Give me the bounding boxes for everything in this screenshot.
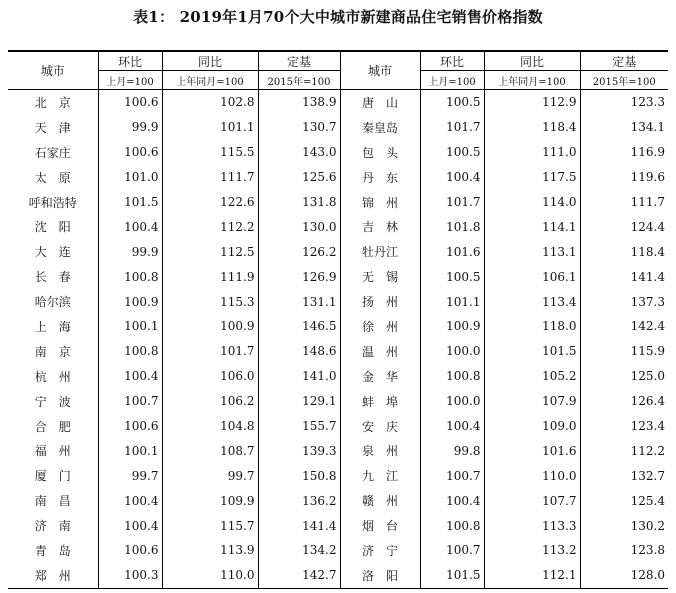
table-row bbox=[8, 414, 668, 439]
right-city-name: 蚌 埠 bbox=[340, 389, 420, 414]
table-row bbox=[8, 264, 668, 289]
left-city-name: 北 京 bbox=[34, 95, 71, 110]
left-base-value: 141.4 bbox=[258, 513, 340, 538]
left-city-name: 呼和浩特 bbox=[28, 195, 77, 210]
table-row bbox=[8, 90, 668, 115]
city-header-right: 城市 bbox=[340, 51, 420, 90]
right-mom-value: 100.0 bbox=[420, 339, 484, 364]
right-mom-value: 101.6 bbox=[420, 239, 484, 264]
right-base-value: 111.7 bbox=[580, 190, 668, 215]
right-mom-value: 101.7 bbox=[420, 190, 484, 215]
right-yoy-value: 117.5 bbox=[484, 165, 580, 190]
right-mom-value: 101.7 bbox=[420, 115, 484, 140]
table-row bbox=[8, 438, 668, 463]
left-base-value: 131.1 bbox=[258, 289, 340, 314]
right-city-name: 济 宁 bbox=[340, 538, 420, 563]
table-row bbox=[8, 339, 668, 364]
left-yoy-value: 110.0 bbox=[162, 563, 258, 588]
right-base-value: 125.4 bbox=[580, 488, 668, 513]
right-yoy-value: 101.6 bbox=[484, 438, 580, 463]
left-yoy-value: 111.9 bbox=[162, 264, 258, 289]
left-city-name: 沈 阳 bbox=[34, 220, 71, 235]
left-mom-value: 100.6 bbox=[98, 414, 162, 439]
right-yoy-value: 101.5 bbox=[484, 339, 580, 364]
right-base-value: 132.7 bbox=[580, 463, 668, 488]
table-row bbox=[8, 239, 668, 264]
left-mom-value: 100.6 bbox=[98, 140, 162, 165]
left-city-name: 南 京 bbox=[34, 344, 71, 359]
left-mom-value: 100.7 bbox=[98, 389, 162, 414]
right-base-value: 118.4 bbox=[580, 239, 668, 264]
mom-subheader-left: 上月=100 bbox=[98, 71, 162, 90]
right-city-name: 牡丹江 bbox=[340, 239, 420, 264]
right-mom-value: 100.9 bbox=[420, 314, 484, 339]
left-city-name: 大 连 bbox=[34, 245, 71, 260]
yoy-header-left: 同比 bbox=[162, 51, 258, 71]
right-base-value: 125.0 bbox=[580, 364, 668, 389]
right-base-value: 116.9 bbox=[580, 140, 668, 165]
right-mom-value: 100.4 bbox=[420, 414, 484, 439]
left-city-name: 上 海 bbox=[34, 319, 71, 334]
right-mom-value: 100.5 bbox=[420, 90, 484, 115]
right-base-value: 130.2 bbox=[580, 513, 668, 538]
right-city-name: 安 庆 bbox=[340, 414, 420, 439]
left-yoy-value: 101.1 bbox=[162, 115, 258, 140]
base-header-right: 定基 bbox=[580, 51, 668, 71]
left-mom-value: 100.4 bbox=[98, 214, 162, 239]
left-base-value: 130.7 bbox=[258, 115, 340, 140]
right-mom-value: 100.7 bbox=[420, 538, 484, 563]
right-city-name: 锦 州 bbox=[340, 190, 420, 215]
yoy-subheader-right: 上年同月=100 bbox=[484, 71, 580, 90]
right-city-name: 泉 州 bbox=[340, 438, 420, 463]
left-yoy-value: 99.7 bbox=[162, 463, 258, 488]
left-base-value: 129.1 bbox=[258, 389, 340, 414]
mom-header-right: 环比 bbox=[420, 51, 484, 71]
right-mom-value: 100.0 bbox=[420, 389, 484, 414]
left-yoy-value: 113.9 bbox=[162, 538, 258, 563]
left-base-value: 141.0 bbox=[258, 364, 340, 389]
right-yoy-value: 112.9 bbox=[484, 90, 580, 115]
left-mom-value: 100.8 bbox=[98, 339, 162, 364]
right-mom-value: 101.5 bbox=[420, 563, 484, 588]
yoy-subheader-left: 上年同月=100 bbox=[162, 71, 258, 90]
left-city-name: 哈尔滨 bbox=[34, 295, 71, 310]
left-base-value: 148.6 bbox=[258, 339, 340, 364]
left-yoy-value: 112.5 bbox=[162, 239, 258, 264]
right-yoy-value: 114.1 bbox=[484, 214, 580, 239]
left-mom-value: 101.5 bbox=[98, 190, 162, 215]
table-row bbox=[8, 190, 668, 215]
left-yoy-value: 106.0 bbox=[162, 364, 258, 389]
right-yoy-value: 105.2 bbox=[484, 364, 580, 389]
left-city-name: 长 春 bbox=[34, 270, 71, 285]
right-base-value: 126.4 bbox=[580, 389, 668, 414]
table-row bbox=[8, 165, 668, 190]
right-base-value: 112.2 bbox=[580, 438, 668, 463]
right-city-name: 无 锡 bbox=[340, 264, 420, 289]
left-mom-value: 100.1 bbox=[98, 314, 162, 339]
left-mom-value: 100.3 bbox=[98, 563, 162, 588]
left-city-name: 太 原 bbox=[34, 170, 71, 185]
right-mom-value: 100.4 bbox=[420, 165, 484, 190]
right-yoy-value: 111.0 bbox=[484, 140, 580, 165]
left-mom-value: 100.6 bbox=[98, 90, 162, 115]
table-row bbox=[8, 513, 668, 538]
left-yoy-value: 115.7 bbox=[162, 513, 258, 538]
left-base-value: 134.2 bbox=[258, 538, 340, 563]
right-city-name: 烟 台 bbox=[340, 513, 420, 538]
right-base-value: 128.0 bbox=[580, 563, 668, 588]
right-yoy-value: 110.0 bbox=[484, 463, 580, 488]
left-city-name: 杭 州 bbox=[34, 369, 71, 384]
table-row bbox=[8, 314, 668, 339]
right-mom-value: 101.8 bbox=[420, 214, 484, 239]
left-mom-value: 99.9 bbox=[98, 239, 162, 264]
left-base-value: 155.7 bbox=[258, 414, 340, 439]
right-yoy-value: 114.0 bbox=[484, 190, 580, 215]
left-yoy-value: 104.8 bbox=[162, 414, 258, 439]
left-mom-value: 100.8 bbox=[98, 264, 162, 289]
table-row bbox=[8, 488, 668, 513]
right-mom-value: 99.8 bbox=[420, 438, 484, 463]
left-city-name: 天 津 bbox=[34, 120, 71, 135]
table-row bbox=[8, 289, 668, 314]
left-base-value: 146.5 bbox=[258, 314, 340, 339]
right-yoy-value: 107.7 bbox=[484, 488, 580, 513]
left-mom-value: 100.9 bbox=[98, 289, 162, 314]
right-base-value: 123.3 bbox=[580, 90, 668, 115]
table-body bbox=[8, 90, 668, 589]
right-mom-value: 100.7 bbox=[420, 463, 484, 488]
left-yoy-value: 115.5 bbox=[162, 140, 258, 165]
left-base-value: 138.9 bbox=[258, 90, 340, 115]
right-city-name: 吉 林 bbox=[340, 214, 420, 239]
right-mom-value: 100.4 bbox=[420, 488, 484, 513]
left-mom-value: 100.4 bbox=[98, 513, 162, 538]
right-base-value: 124.4 bbox=[580, 214, 668, 239]
right-city-name: 秦皇岛 bbox=[340, 115, 420, 140]
table-row bbox=[8, 140, 668, 165]
left-yoy-value: 106.2 bbox=[162, 389, 258, 414]
right-yoy-value: 112.1 bbox=[484, 563, 580, 588]
right-yoy-value: 109.0 bbox=[484, 414, 580, 439]
left-mom-value: 99.9 bbox=[98, 115, 162, 140]
right-mom-value: 100.5 bbox=[420, 264, 484, 289]
left-yoy-value: 102.8 bbox=[162, 90, 258, 115]
right-mom-value: 101.1 bbox=[420, 289, 484, 314]
right-yoy-value: 113.2 bbox=[484, 538, 580, 563]
left-mom-value: 100.4 bbox=[98, 488, 162, 513]
left-base-value: 131.8 bbox=[258, 190, 340, 215]
right-base-value: 123.8 bbox=[580, 538, 668, 563]
right-base-value: 142.4 bbox=[580, 314, 668, 339]
left-base-value: 143.0 bbox=[258, 140, 340, 165]
right-base-value: 141.4 bbox=[580, 264, 668, 289]
right-yoy-value: 113.1 bbox=[484, 239, 580, 264]
right-mom-value: 100.8 bbox=[420, 364, 484, 389]
left-base-value: 126.2 bbox=[258, 239, 340, 264]
left-base-value: 139.3 bbox=[258, 438, 340, 463]
left-yoy-value: 122.6 bbox=[162, 190, 258, 215]
left-base-value: 142.7 bbox=[258, 563, 340, 588]
price-index-table bbox=[8, 50, 668, 589]
left-city-name: 宁 波 bbox=[34, 394, 71, 409]
right-city-name: 洛 阳 bbox=[340, 563, 420, 588]
left-base-value: 125.6 bbox=[258, 165, 340, 190]
base-subheader-left: 2015年=100 bbox=[258, 71, 340, 90]
right-city-name: 丹 东 bbox=[340, 165, 420, 190]
left-city-name: 南 昌 bbox=[34, 494, 71, 509]
right-base-value: 115.9 bbox=[580, 339, 668, 364]
right-city-name: 徐 州 bbox=[340, 314, 420, 339]
right-city-name: 唐 山 bbox=[340, 90, 420, 115]
left-mom-value: 101.0 bbox=[98, 165, 162, 190]
right-yoy-value: 118.0 bbox=[484, 314, 580, 339]
right-city-name: 包 头 bbox=[340, 140, 420, 165]
left-mom-value: 99.7 bbox=[98, 463, 162, 488]
left-city-name: 济 南 bbox=[34, 519, 71, 534]
right-base-value: 134.1 bbox=[580, 115, 668, 140]
right-yoy-value: 113.3 bbox=[484, 513, 580, 538]
left-base-value: 130.0 bbox=[258, 214, 340, 239]
right-city-name: 九 江 bbox=[340, 463, 420, 488]
table-row bbox=[8, 563, 668, 588]
right-base-value: 137.3 bbox=[580, 289, 668, 314]
table-row bbox=[8, 115, 668, 140]
left-base-value: 126.9 bbox=[258, 264, 340, 289]
right-mom-value: 100.8 bbox=[420, 513, 484, 538]
table-row bbox=[8, 214, 668, 239]
table-title: 表1： 2019年1月70个大中城市新建商品住宅销售价格指数 bbox=[133, 8, 543, 26]
base-subheader-right: 2015年=100 bbox=[580, 71, 668, 90]
left-yoy-value: 100.9 bbox=[162, 314, 258, 339]
left-yoy-value: 112.2 bbox=[162, 214, 258, 239]
left-mom-value: 100.4 bbox=[98, 364, 162, 389]
right-yoy-value: 106.1 bbox=[484, 264, 580, 289]
table-row bbox=[8, 389, 668, 414]
left-city-name: 郑 州 bbox=[8, 563, 98, 588]
left-yoy-value: 108.7 bbox=[162, 438, 258, 463]
left-city-name: 厦 门 bbox=[34, 469, 71, 484]
left-yoy-value: 109.9 bbox=[162, 488, 258, 513]
table-row bbox=[8, 463, 668, 488]
left-city-name: 合 肥 bbox=[34, 419, 71, 434]
right-city-name: 温 州 bbox=[340, 339, 420, 364]
left-city-name: 青 岛 bbox=[34, 543, 71, 558]
base-header-left: 定基 bbox=[258, 51, 340, 71]
mom-subheader-right: 上月=100 bbox=[420, 71, 484, 90]
table-row bbox=[8, 538, 668, 563]
left-city-name: 福 州 bbox=[34, 444, 71, 459]
right-yoy-value: 113.4 bbox=[484, 289, 580, 314]
right-city-name: 赣 州 bbox=[340, 488, 420, 513]
left-base-value: 136.2 bbox=[258, 488, 340, 513]
left-base-value: 150.8 bbox=[258, 463, 340, 488]
left-city-name: 石家庄 bbox=[34, 145, 71, 160]
right-base-value: 123.4 bbox=[580, 414, 668, 439]
yoy-header-right: 同比 bbox=[484, 51, 580, 71]
table-row bbox=[8, 364, 668, 389]
left-mom-value: 100.1 bbox=[98, 438, 162, 463]
right-yoy-value: 118.4 bbox=[484, 115, 580, 140]
city-header-left: 城市 bbox=[8, 51, 98, 90]
right-base-value: 119.6 bbox=[580, 165, 668, 190]
right-city-name: 扬 州 bbox=[340, 289, 420, 314]
right-mom-value: 100.5 bbox=[420, 140, 484, 165]
left-yoy-value: 115.3 bbox=[162, 289, 258, 314]
right-city-name: 金 华 bbox=[340, 364, 420, 389]
mom-header-left: 环比 bbox=[98, 51, 162, 71]
left-mom-value: 100.6 bbox=[98, 538, 162, 563]
left-yoy-value: 111.7 bbox=[162, 165, 258, 190]
right-yoy-value: 107.9 bbox=[484, 389, 580, 414]
left-yoy-value: 101.7 bbox=[162, 339, 258, 364]
